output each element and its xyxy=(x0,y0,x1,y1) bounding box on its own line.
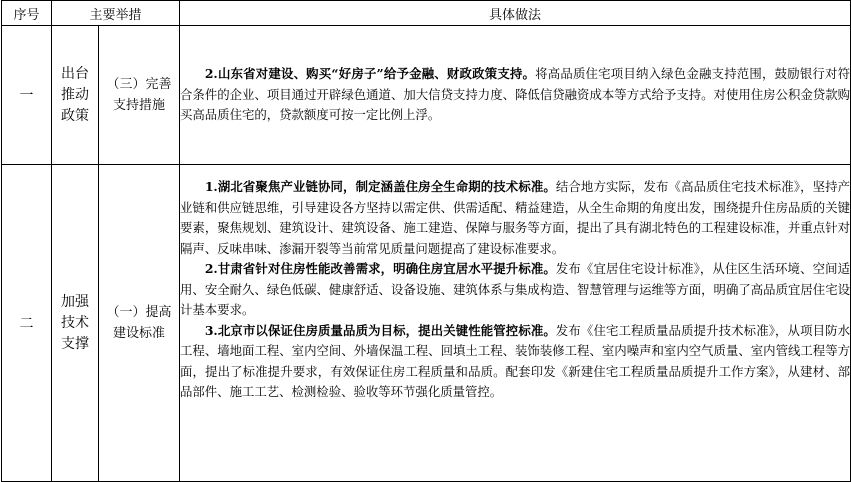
detail-paragraph xyxy=(180,321,850,403)
sub-measure-line: 支持措施 xyxy=(113,98,166,113)
paragraph-text: 发布《宜居住宅设计标准》，从住区生活环境、空间适用、安全耐久、绿色低碳、健康舒适、设备设施、建筑体系与集成构造、智慧管理与运维等方面，明确了高品质宜居住宅设计基本要求。 xyxy=(180,261,851,317)
paragraph-lead: 1.湖北省聚焦产业链协同，制定涵盖住房全生命期的技术标准。 xyxy=(204,179,556,194)
header-no: 序号 xyxy=(2,1,52,26)
category-line: 出台 xyxy=(61,65,89,82)
category-cell xyxy=(52,165,99,482)
sub-measure-line: （一）提高 xyxy=(106,305,172,320)
sub-measure-cell xyxy=(99,165,180,482)
sub-measure-line: 建设标准 xyxy=(113,326,166,341)
detail-paragraph xyxy=(180,177,850,259)
category-line: 加强 xyxy=(61,293,89,310)
table-row xyxy=(2,165,851,482)
paragraph-lead: 2.山东省对建设、购买“好房子”给予金融、财政政策支持。 xyxy=(204,66,536,82)
detail-cell xyxy=(180,165,851,482)
paragraph-text: 发布《住宅工程质量品质提升技术标准》，从项目防水工程、墙地面工程、室内空间、外墙保温工程、回填土工程、装饰装修工程、室内噪声和室内空气质量、室内管线工程等方面，提出了标准提升要求，有效保证住房工程质量和品质。配套印发《新建住宅工程质量品质提升工作方案》，从建材、部品部件、施工工艺、检测检验、验收等环节强化质量管控。 xyxy=(180,322,851,399)
header-detail: 具体做法 xyxy=(180,1,851,26)
paragraph-lead: 3.北京市以保证住房质量品质为目标，提出关键性能管控标准。 xyxy=(204,322,556,338)
category-line: 推动 xyxy=(61,86,89,103)
category-line: 技术 xyxy=(61,314,89,331)
table-row xyxy=(2,26,851,165)
policy-table xyxy=(1,0,851,482)
category-cell xyxy=(52,26,99,165)
detail-cell xyxy=(180,26,851,165)
sub-measure-cell xyxy=(99,26,180,165)
paragraph-text: 将高品质住宅项目纳入绿色金融支持范围，鼓励银行对符合条件的企业、项目通过开辟绿色通道、加大信贷支持力度、降低信贷融资成本等方式给予支持。对使用住房公积金贷款购买高品质住宅的，贷款额度可按一定比例上浮。 xyxy=(180,66,851,123)
detail-paragraph xyxy=(180,259,850,321)
paragraph-lead: 2.甘肃省针对住房性能改善需求，明确住房宜居水平提升标准。 xyxy=(204,261,556,276)
paragraph-text: 结合地方实际，发布《高品质住宅技术标准》，坚持产业链和供应链思维，引导建设各方坚持以需定供、供需适配、精益建造，从全生命期的角度出发，围绕提升住房品质的关键要素，聚焦规划、建筑设计、建筑设备、施工建造、保障与服务等方面，提出了具有湖北特色的工程建设标准，并重点针对隔声、反味串味、渗漏开裂等当前常见质量问题提高了建设标准要求。 xyxy=(180,179,851,256)
category-line: 支撑 xyxy=(61,335,89,352)
row-number: 一 xyxy=(2,26,52,165)
table-header-row xyxy=(2,1,851,26)
row-number: 二 xyxy=(2,165,52,482)
sub-measure-line: （三）完善 xyxy=(106,77,172,92)
header-measure: 主要举措 xyxy=(52,1,180,26)
detail-paragraph xyxy=(180,64,850,126)
category-line: 政策 xyxy=(61,107,89,124)
